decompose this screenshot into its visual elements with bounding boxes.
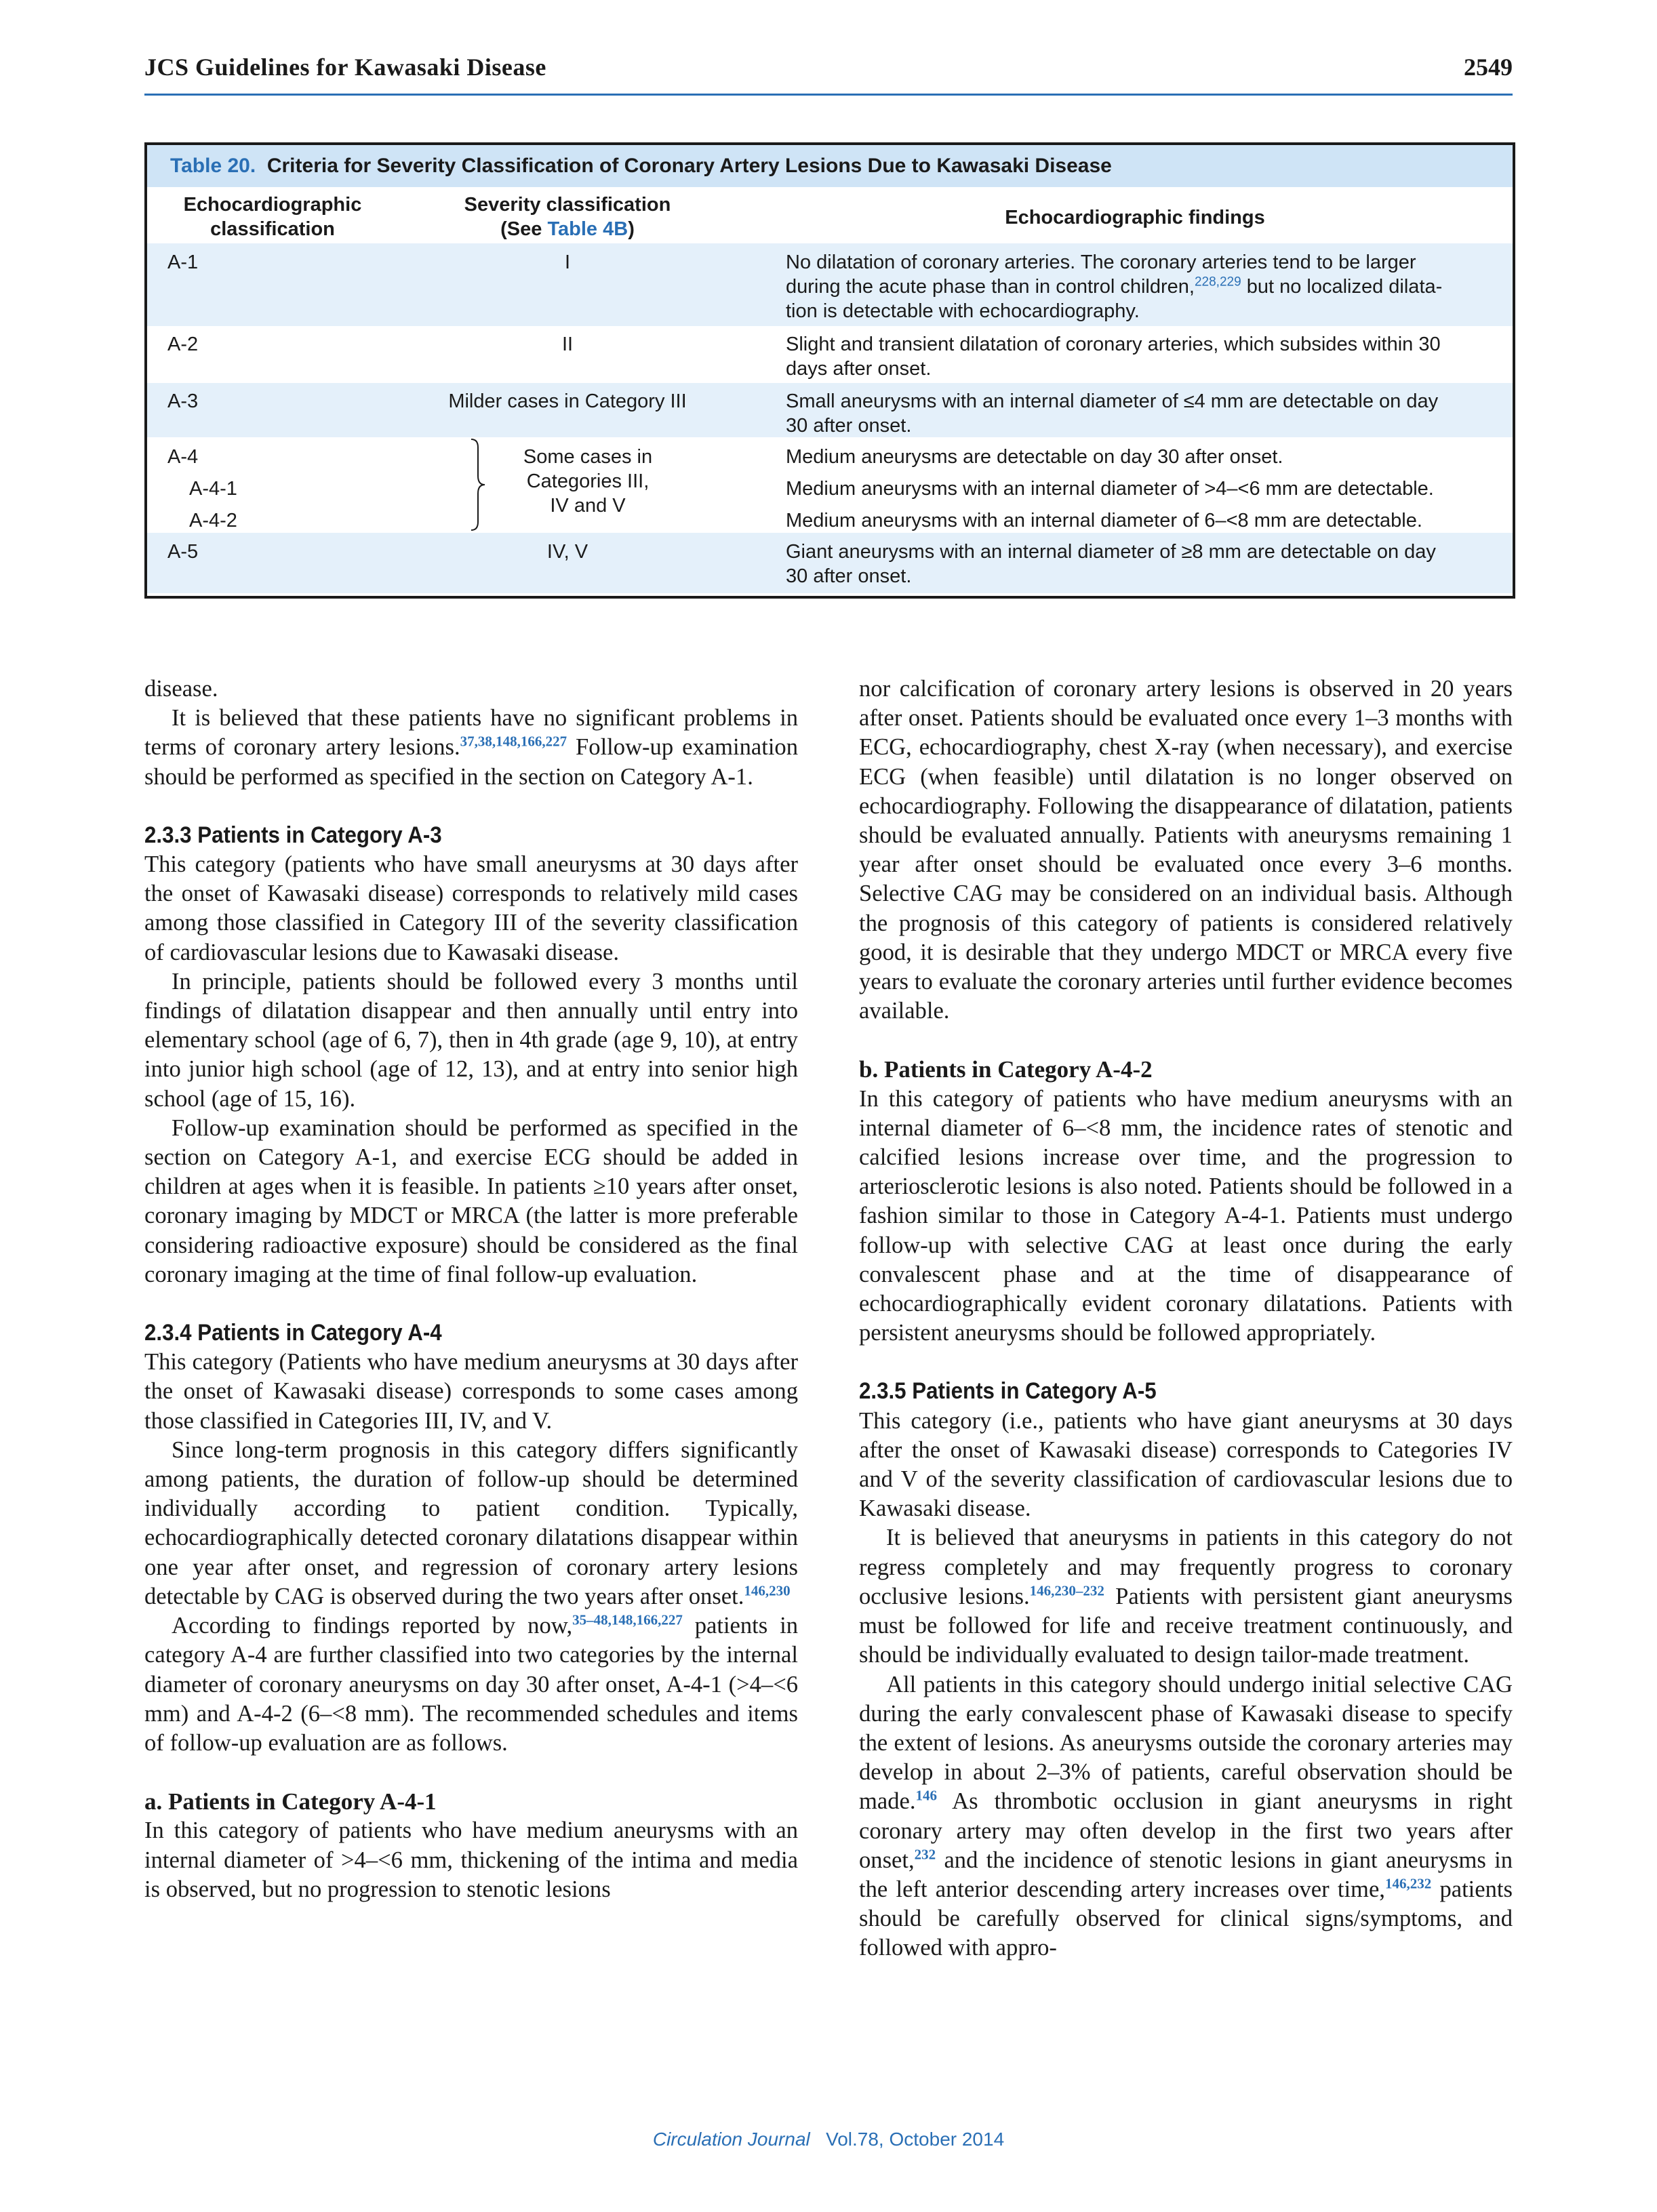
footer-journal: Circulation Journal [652,2129,810,2150]
col-header-text: (See [500,218,548,240]
row-a2-findings [786,332,1484,381]
col-header-line [418,217,717,241]
table-label: Table 20. [170,155,256,177]
findings-line: days after onset. [786,358,932,380]
col-header-findings: Echocardiographic findings [1005,207,1265,228]
paragraph: This category (Patients who have medium aneurysms at 30 days after the onset of Kawasaki disease) corresponds to some cases among those classified in Categories III, IV, and V. [144,1349,798,1434]
row-a4-2-class: A-4-2 [189,510,237,531]
page-number: 2549 [1464,54,1513,81]
row-a5-class: A-5 [167,541,199,563]
paragraph-text: patients in category A-4 are further classified into two categories by the internal diameter of coronary aneurysms on day 30 after onset, A-4-1 (>4–<6 mm) and A-4-2 (6–<8 mm). The recommended schedules and items of follow-up evaluation are as follows. [144,1613,798,1756]
paragraph [144,704,798,792]
section-heading-2-3-3: 2.3.3 Patients in Category A-3 [144,822,442,848]
right-column [859,675,1513,1963]
paragraph [144,1611,798,1758]
severity-line: Categories III, [526,470,650,492]
table-caption: Criteria for Severity Classification of Coronary Artery Lesions Due to Kawasaki Disease [266,155,1112,177]
findings-line [786,275,1484,299]
row-a2-class: A-2 [167,334,199,355]
subheading-a4-1: a. Patients in Category A-4-1 [144,1788,437,1815]
row-a4-1-findings: Medium aneurysms with an internal diameter of >4–<6 mm are detectable. [786,478,1434,500]
findings-line: 30 after onset. [786,415,912,437]
paragraph-text: According to findings reported by now, [172,1613,573,1639]
paragraph-text: It is believed that these patients have no significant problems in terms of coronary artery lesions. [144,705,798,761]
findings-line: Slight and transient dilatation of coronary arteries, which subsides within 30 [786,334,1441,355]
paragraph-text: Since long-term prognosis in this category differs significantly among patients, the duration of follow-up should be determined individually according to patient condition. Typically, echocardiographically detected coronary dilatations disappear within one year after onset, and regression of coronary artery lesions detectable by CAG is observed during the two years after onset. [144,1436,798,1609]
citation-ref[interactable]: 35–48,148,166,227 [572,1611,683,1628]
findings-line: No dilatation of coronary arteries. The coronary arteries tend to be larger [786,252,1416,273]
row-a3-class: A-3 [167,390,199,412]
col-header-severity [418,193,717,241]
citation-ref[interactable]: 146 [915,1787,938,1804]
section-heading-2-3-4: 2.3.4 Patients in Category A-4 [144,1320,442,1346]
row-a4-2-findings: Medium aneurysms with an internal diameter of 6–<8 mm are detectable. [786,510,1422,531]
row-a4-severity [493,445,683,518]
table-title [170,155,1112,178]
findings-text: during the acute phase than in control children, [786,276,1195,298]
citation-ref[interactable]: 232 [914,1846,936,1863]
paragraph [859,1670,1513,1963]
ref-228-229[interactable]: 228,229 [1194,275,1241,289]
paragraph-text: As thrombotic occlusion in giant aneurysms in right coronary artery may often develop in the first two years after onset, [859,1788,1513,1873]
citation-ref[interactable]: 146,230–232 [1029,1582,1104,1599]
col-header-line: Echocardiographic [183,194,362,216]
row-a4-1-class: A-4-1 [189,478,237,500]
row-a1-severity: I [564,252,571,273]
subheading-a4-2: b. Patients in Category A-4-2 [859,1056,1153,1083]
table-4b-link[interactable]: Table 4B [547,218,628,240]
header-rule [144,94,1513,96]
paragraph [144,1436,798,1611]
page-footer [0,2129,1657,2150]
paragraph-text: patients should be carefully observed for clinical signs/symptoms, and followed with appro- [859,1876,1513,1961]
paragraph: This category (i.e., patients who have giant aneurysms at 30 days after the onset of Kawasaki disease) corresponds to Categories IV and V of the severity classification of cardiovascular lesions due to Kawasaki disease. [859,1407,1513,1522]
footer-volume: Vol.78, October 2014 [826,2129,1005,2150]
paragraph-text: All patients in this category should undergo initial selective CAG during the early convalescent phase of Kawasaki disease to specify the extent of lesions. As aneurysms outside the coronary arteries may develop in about 2–3% of patients, careful observation should be made. [859,1671,1513,1815]
col-header-text: ) [628,218,635,240]
row-a4-class: A-4 [167,446,199,468]
paragraph: In principle, patients should be followed every 3 months until findings of dilatation disappear and then annually until entry into elementary school (age of 6, 7), then in 4th grade (age 9, 10), at entry into junior high school (age of 12, 13), and at entry into senior high school (age of 15, 16). [144,968,798,1112]
paragraph: nor calcification of coronary artery lesions is observed in 20 years after onset. Patients should be evaluated once every 1–3 months with ECG, echocardiography, chest X-ray (when necessary), and exercise ECG (when feasible) until dilatation is no longer observed on echocardiography. Following the disappearance of dilatation, patients should be evaluated annually. Patients with aneurysms remaining 1 year after onset should be evaluated once every 3–6 months. Selective CAG may be considered on an individual basis. Although the prognosis of this category of patients is considered relatively good, it is desirable that they undergo MDCT or MRCA every five years to evaluate the coronary arteries until further evidence becomes available. [859,676,1513,1024]
findings-text: but no localized dilata- [1241,276,1443,298]
col-header-line: classification [210,218,335,240]
findings-line: 30 after onset. [786,565,912,587]
row-a1-findings [786,250,1484,323]
left-column [144,675,798,1904]
row-a3-findings [786,389,1484,438]
running-header-title: JCS Guidelines for Kawasaki Disease [144,54,546,81]
row-a3-severity: Milder cases in Category III [448,390,687,412]
paragraph [859,1523,1513,1670]
paragraph-text: Follow-up examination should be performed as specified in the section on Category A-1. [144,734,798,790]
paragraph: In this category of patients who have medium aneurysms with an internal diameter of >4–<6 mm, thickening of the intima and media is observed, but no progression to stenotic lesions [144,1817,798,1902]
severity-line: Some cases in [523,446,653,468]
severity-line: IV and V [550,495,626,517]
findings-line: Giant aneurysms with an internal diameter of ≥8 mm are detectable on day [786,541,1436,563]
paragraph-text: Patients with persistent giant aneurysms must be followed for life and receive treatment continuously, and should be individually evaluated to design tailor-made treatment. [859,1583,1513,1668]
paragraph: This category (patients who have small aneurysms at 30 days after the onset of Kawasaki disease) corresponds to relatively mild cases among those classified in Category III of the severity classification of cardiovascular lesions due to Kawasaki disease. [144,851,798,965]
brace-icon [467,438,487,531]
section-heading-2-3-5: 2.3.5 Patients in Category A-5 [859,1378,1157,1405]
citation-ref[interactable]: 146,232 [1384,1875,1432,1892]
table-20 [144,142,1515,599]
col-header-echo-classification [161,193,384,241]
findings-line: Small aneurysms with an internal diameter of ≤4 mm are detectable on day [786,390,1439,412]
row-a2-severity: II [561,334,574,355]
findings-line: tion is detectable with echocardiography. [786,300,1140,322]
paragraph-text: It is believed that aneurysms in patients in this category do not regress completely and may frequently progress to coronary occlusive lesions. [859,1525,1513,1609]
paragraph-text: and the incidence of stenotic lesions in giant aneurysms in the left anterior descending artery increases over time, [859,1847,1513,1902]
row-a1-class: A-1 [167,252,199,273]
paragraph: Follow-up examination should be performed as specified in the section on Category A-1, and exercise ECG should be added in children at ages when it is feasible. In patients ≥10 years after onset, coronary imaging by MDCT or MRCA (the latter is more preferable considering radioactive exposure) should be considered as the final coronary imaging at the time of final follow-up evaluation. [144,1114,798,1287]
citation-ref[interactable]: 146,230 [744,1582,791,1599]
row-a4-findings: Medium aneurysms are detectable on day 30 after onset. [786,446,1283,468]
row-a5-severity: IV, V [546,541,588,563]
citation-ref[interactable]: 37,38,148,166,227 [460,733,567,750]
row-a5-findings [786,540,1484,588]
col-header-line: Severity classification [464,194,671,216]
paragraph: In this category of patients who have medium aneurysms with an internal diameter of 6–<8 mm, the incidence rates of stenotic and calcified lesions increase over time, and the progression to arteriosclerotic lesions is also noted. Patients should be followed in a fashion similar to those in Category A-4-1. Patients must undergo follow-up with selective CAG at least once during the early convalescent phase and at the time of disappearance of echocardiographically evident coronary dilatations. Patients with persistent aneurysms should be followed appropriately. [859,1085,1513,1346]
paragraph: disease. [144,676,218,702]
